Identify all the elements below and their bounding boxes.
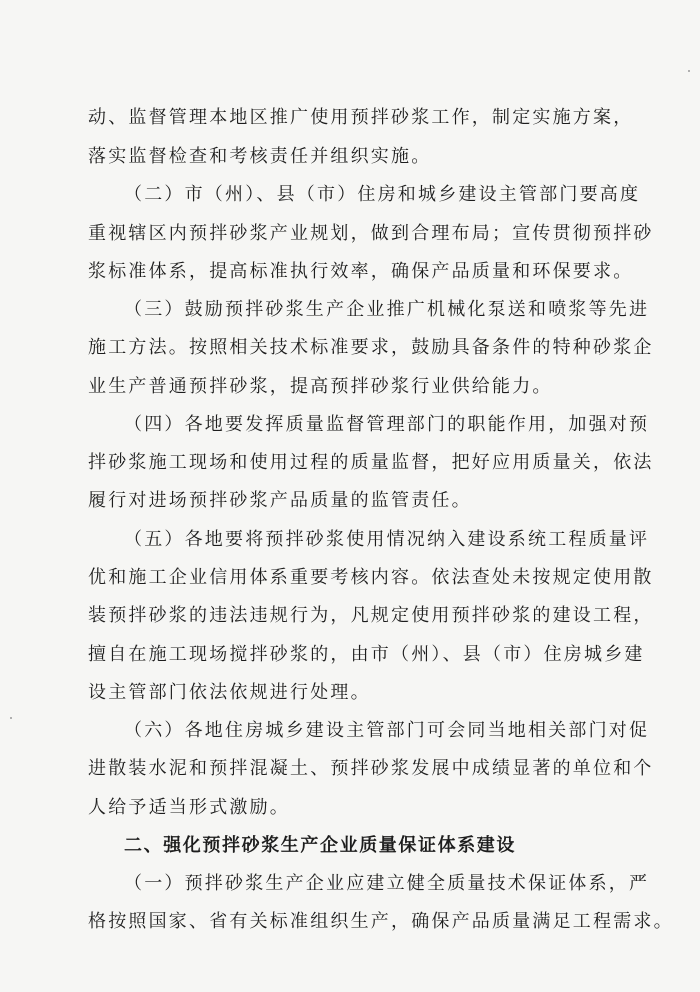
text-line: 擅自在施工现场搅拌砂浆的，由市（州）、县（市）住房城乡建 (88, 644, 645, 665)
paragraph-start-line: （一）预拌砂浆生产企业应建立健全质量技术保证体系，严 (124, 873, 650, 894)
paragraph-start-line: （二）市（州）、县（市）住房和城乡建设主管部门要高度 (124, 184, 641, 205)
paragraph-start-line: （三）鼓励预拌砂浆生产企业推广机械化泵送和喷浆等先进 (124, 299, 650, 320)
text-line: 业生产普通预拌砂浆，提高预拌砂浆行业供给能力。 (88, 376, 553, 397)
text-line: 进散装水泥和预拌混凝土、预拌砂浆发展中成绩显著的单位和个 (88, 758, 654, 779)
text-line: 装预拌砂浆的违法违规行为，凡规定使用预拌砂浆的建设工程， (88, 605, 654, 626)
text-line: 拌砂浆施工现场和使用过程的质量监督，把好应用质量关，依法 (88, 452, 654, 473)
paragraph-start-line: （六）各地住房城乡建设主管部门可会同当地相关部门对促 (124, 720, 650, 741)
text-line: 重视辖区内预拌砂浆产业规划，做到合理布局；宣传贯彻预拌砂 (88, 223, 654, 244)
section-heading: 二、强化预拌砂浆生产企业质量保证体系建设 (124, 835, 516, 856)
text-line: 设主管部门依法依规进行处理。 (88, 682, 371, 703)
text-line: 动、监督管理本地区推广使用预拌砂浆工作，制定实施方案， (88, 107, 634, 128)
text-line: 落实监督检查和考核责任并组织实施。 (88, 146, 432, 167)
text-line: 浆标准体系，提高标准执行效率，确保产品质量和环保要求。 (88, 261, 634, 282)
text-line: 人给予适当形式激励。 (88, 797, 290, 818)
scan-speck (688, 70, 690, 72)
text-line: 施工方法。按照相关技术标准要求，鼓励具备条件的特种砂浆企 (88, 337, 654, 358)
text-line: 格按照国家、省有关标准组织生产，确保产品质量满足工程需求。 (88, 911, 674, 932)
paragraph-start-line: （五）各地要将预拌砂浆使用情况纳入建设系统工程质量评 (124, 529, 650, 550)
text-line: 履行对进场预拌砂浆产品质量的监管责任。 (88, 490, 472, 511)
text-line: 优和施工企业信用体系重要考核内容。依法查处未按规定使用散 (88, 567, 654, 588)
scan-speck (10, 717, 12, 719)
paragraph-start-line: （四）各地要发挥质量监督管理部门的职能作用，加强对预 (124, 414, 650, 435)
